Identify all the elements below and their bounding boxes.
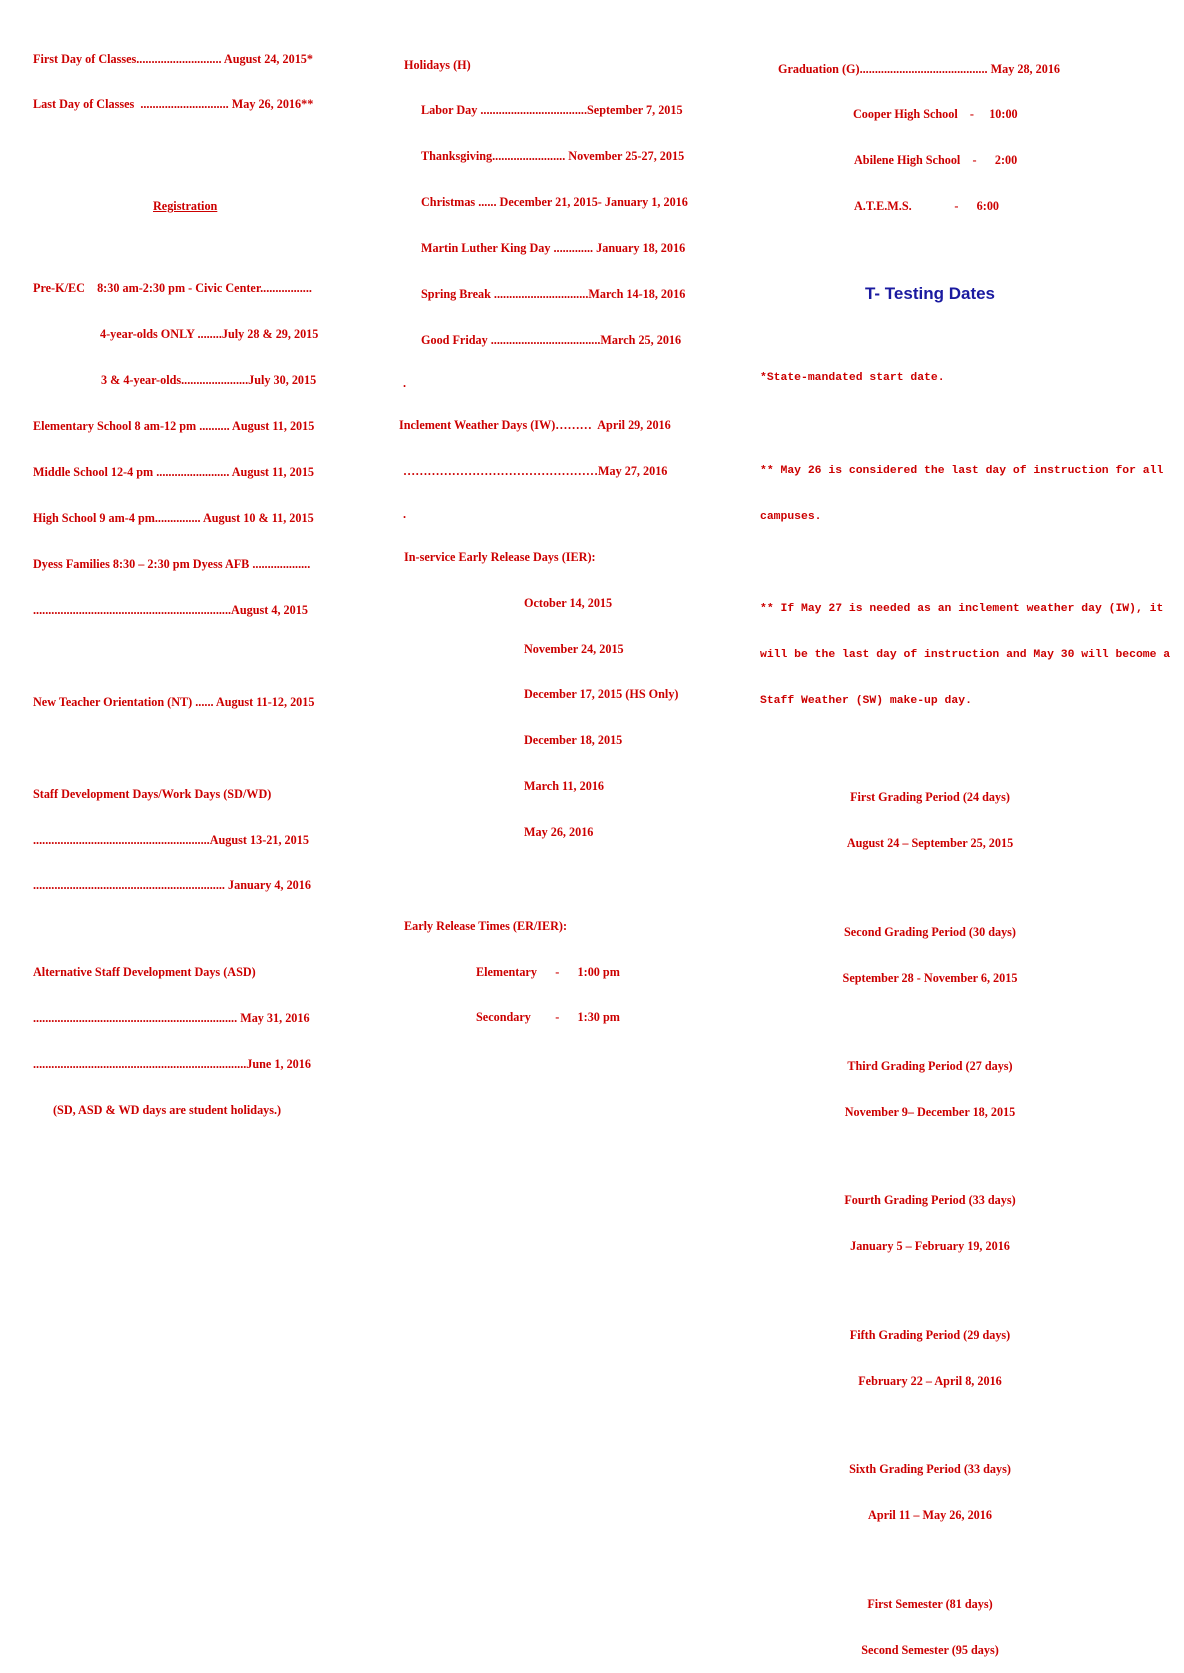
second-semester-line: Second Semester (95 days) (861, 1642, 999, 1657)
reg-dyess-line: Dyess Families 8:30 – 2:30 pm Dyess AFB ................... (33, 556, 311, 571)
labor-day-line: Labor Day ...................................September 7, 2015 (421, 103, 683, 118)
may27-note-line-2: will be the last day of instruction and May 30 will become a (760, 648, 1171, 661)
grading-period-title: First Grading Period (24 days) (850, 790, 1010, 805)
graduation-cooper: Cooper High School - 10:00 (853, 107, 1018, 122)
reg-elementary-line: Elementary School 8 am-12 pm .......... August 11, 2015 (33, 419, 315, 434)
reg-high-line: High School 9 am-4 pm............... August 10 & 11, 2015 (33, 510, 314, 525)
staff-development-date-2: ............................................................... January 4, 2016 (33, 878, 311, 893)
grading-period-title: Third Grading Period (27 days) (847, 1059, 1013, 1074)
student-holiday-note: (SD, ASD & WD days are student holidays.) (53, 1102, 282, 1117)
spring-break-line: Spring Break ...............................March 14-18, 2016 (421, 287, 686, 302)
grading-period-title: Sixth Grading Period (33 days) (849, 1462, 1011, 1477)
grading-period-dates: January 5 – February 19, 2016 (850, 1239, 1010, 1254)
ier-date: May 26, 2016 (524, 825, 594, 840)
separator-dot: . (403, 375, 407, 390)
grading-period-dates: February 22 – April 8, 2016 (858, 1373, 1002, 1388)
calendar-column-2 (399, 27, 688, 1041)
graduation-line: Graduation (G).......................................... May 28, 2016 (778, 61, 1061, 76)
early-release-secondary: Secondary - 1:30 pm (476, 1010, 620, 1025)
reg-34yr-line: 3 & 4-year-olds......................July 30, 2015 (101, 373, 317, 388)
staff-development-date-1: ..........................................................August 13-21, 2015 (33, 832, 309, 847)
may27-note-line-3: Staff Weather (SW) make-up day. (760, 694, 972, 707)
graduation-atems: A.T.E.M.S. - 6:00 (854, 199, 1000, 214)
alt-staff-development-date-1: ................................................................... May 31, 2016 (33, 1010, 310, 1025)
alt-staff-development-date-2: ......................................................................June 1, 2016 (33, 1056, 311, 1071)
ier-date: December 17, 2015 (HS Only) (524, 687, 679, 702)
good-friday-line: Good Friday ....................................March 25, 2016 (421, 332, 682, 347)
testing-dates-heading: T- Testing Dates (864, 283, 996, 303)
reg-dyess-date-line: .................................................................August 4, 2015 (33, 602, 308, 617)
reg-4yr-line: 4-year-olds ONLY ........July 28 & 29, 2015 (100, 327, 319, 342)
grading-period-dates: August 24 – September 25, 2015 (846, 836, 1014, 851)
alt-staff-development-heading: Alternative Staff Development Days (ASD) (33, 964, 256, 979)
ier-heading: In-service Early Release Days (IER): (404, 549, 596, 564)
may27-note-line-1: ** If May 27 is needed as an inclement weather day (IW), it (760, 603, 1164, 616)
inclement-weather-line-2: …………………………………………May 27, 2016 (403, 464, 668, 479)
grading-period-title: Fourth Grading Period (33 days) (844, 1193, 1016, 1208)
registration-heading: Registration (153, 198, 218, 213)
ier-date: November 24, 2015 (524, 641, 624, 656)
grading-period-dates: September 28 - November 6, 2015 (842, 970, 1018, 985)
grading-period-title: Fifth Grading Period (29 days) (849, 1327, 1011, 1342)
christmas-line: Christmas ...... December 21, 2015- January 1, 2016 (421, 195, 688, 210)
grading-period-dates: November 9– December 18, 2015 (844, 1105, 1016, 1119)
reg-prek-line: Pre-K/EC 8:30 am-2:30 pm - Civic Center................. (33, 281, 312, 296)
may26-note-line-1: ** May 26 is considered the last day of instruction for all (760, 464, 1164, 477)
last-day-line: Last Day of Classes ............................. May 26, 2016** (33, 97, 314, 112)
calendar-column-3 (760, 31, 1170, 1673)
ier-date: December 18, 2015 (524, 733, 623, 748)
early-release-heading: Early Release Times (ER/IER): (404, 918, 568, 933)
state-mandated-note: *State-mandated start date. (760, 372, 945, 385)
grading-period-dates: April 11 – May 26, 2016 (868, 1508, 992, 1523)
ier-date: March 11, 2016 (524, 779, 605, 794)
reg-middle-line: Middle School 12-4 pm ........................ August 11, 2015 (33, 465, 315, 480)
first-semester-line: First Semester (81 days) (867, 1596, 993, 1611)
staff-development-heading: Staff Development Days/Work Days (SD/WD) (33, 786, 272, 801)
mlk-line: Martin Luther King Day ............. January 18, 2016 (421, 241, 686, 256)
early-release-elementary: Elementary - 1:00 pm (476, 964, 620, 979)
ier-date: October 14, 2015 (524, 595, 613, 610)
new-teacher-orientation-line: New Teacher Orientation (NT) ...... August 11-12, 2015 (33, 695, 315, 710)
may26-note-line-2: campuses. (760, 510, 822, 523)
graduation-abilene: Abilene High School - 2:00 (854, 153, 1018, 168)
calendar-column-1 (33, 21, 318, 1133)
holidays-heading: Holidays (H) (404, 57, 471, 72)
first-day-line: First Day of Classes............................ August 24, 2015* (33, 51, 313, 66)
separator-dot: . (403, 507, 407, 522)
grading-period-title: Second Grading Period (30 days) (844, 924, 1016, 939)
thanksgiving-line: Thanksgiving........................ November 25-27, 2015 (421, 149, 685, 164)
inclement-weather-line: Inclement Weather Days (IW)……… April 29, 2016 (399, 418, 671, 433)
